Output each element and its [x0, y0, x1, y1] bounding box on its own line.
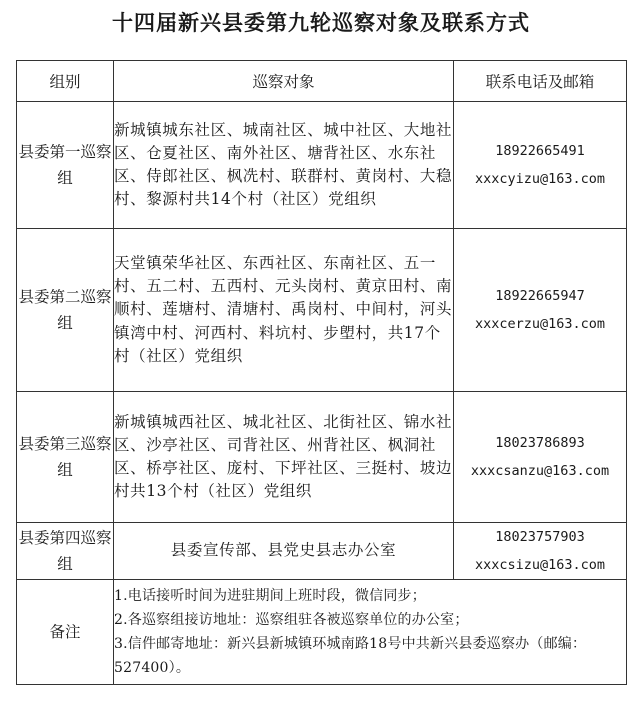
phone-number: 18023757903: [495, 529, 585, 545]
group-name: 县委第四巡察组: [17, 523, 114, 580]
header-group: 组别: [17, 61, 114, 102]
table-header-row: [17, 61, 627, 102]
table-row: [17, 229, 627, 392]
contact-cell: [454, 523, 627, 580]
email-address: xxxcsizu@163.com: [474, 557, 606, 573]
header-target: 巡察对象: [114, 61, 454, 102]
group-name: 县委第二巡察组: [17, 229, 114, 392]
notes-content: [114, 580, 627, 685]
group-name: 县委第一巡察组: [17, 102, 114, 229]
inspection-target: 县委宣传部、县党史县志办公室: [114, 523, 454, 580]
notes-row: [17, 580, 627, 685]
note-line: 3.信件邮寄地址：新兴县新城镇环城南路18号中共新兴县委巡察办（邮编：527400）。: [114, 636, 587, 676]
phone-number: 18023786893: [495, 435, 585, 451]
header-contact: 联系电话及邮箱: [454, 61, 627, 102]
table-row: [17, 392, 627, 523]
note-line: 1.电话接听时间为进驻期间上班时段，微信同步；: [114, 588, 426, 604]
group-name: 县委第三巡察组: [17, 392, 114, 523]
email-address: xxxcerzu@163.com: [474, 316, 606, 332]
inspection-table: [16, 60, 627, 685]
table-row: [17, 102, 627, 229]
inspection-target: 天堂镇荣华社区、东西社区、东南社区、五一村、五二村、五西村、元头岗村、黄京田村、南顺村、莲塘村、清塘村、禹岗村、中间村，河头镇湾中村、河西村、料坑村、步塱村，共17个村（社区）党组织: [114, 229, 454, 392]
email-address: xxxcsanzu@163.com: [470, 463, 610, 479]
page-title: 十四届新兴县委第九轮巡察对象及联系方式: [112, 10, 530, 35]
inspection-target: 新城镇城西社区、城北社区、北街社区、锦水社区、沙亭社区、司背社区、州背社区、枫洞社区、桥亭社区、庞村、下坪社区、三挺村、坡边村共13个村（社区）党组织: [114, 392, 454, 523]
contact-cell: [454, 392, 627, 523]
contact-cell: [454, 229, 627, 392]
phone-number: 18922665947: [495, 288, 585, 304]
table-row: [17, 523, 627, 580]
contact-cell: [454, 102, 627, 229]
inspection-target: 新城镇城东社区、城南社区、城中社区、大地社区、仓夏社区、南外社区、塘背社区、水东社区、侍郎社区、枫冼村、联群村、黄岗村、大稳村、黎源村共14个村（社区）党组织: [114, 102, 454, 229]
notes-label: 备注: [17, 580, 114, 685]
phone-number: 18922665491: [495, 143, 585, 159]
email-address: xxxcyizu@163.com: [474, 171, 606, 187]
note-line: 2.各巡察组接访地址：巡察组驻各被巡察单位的办公室；: [114, 612, 469, 628]
